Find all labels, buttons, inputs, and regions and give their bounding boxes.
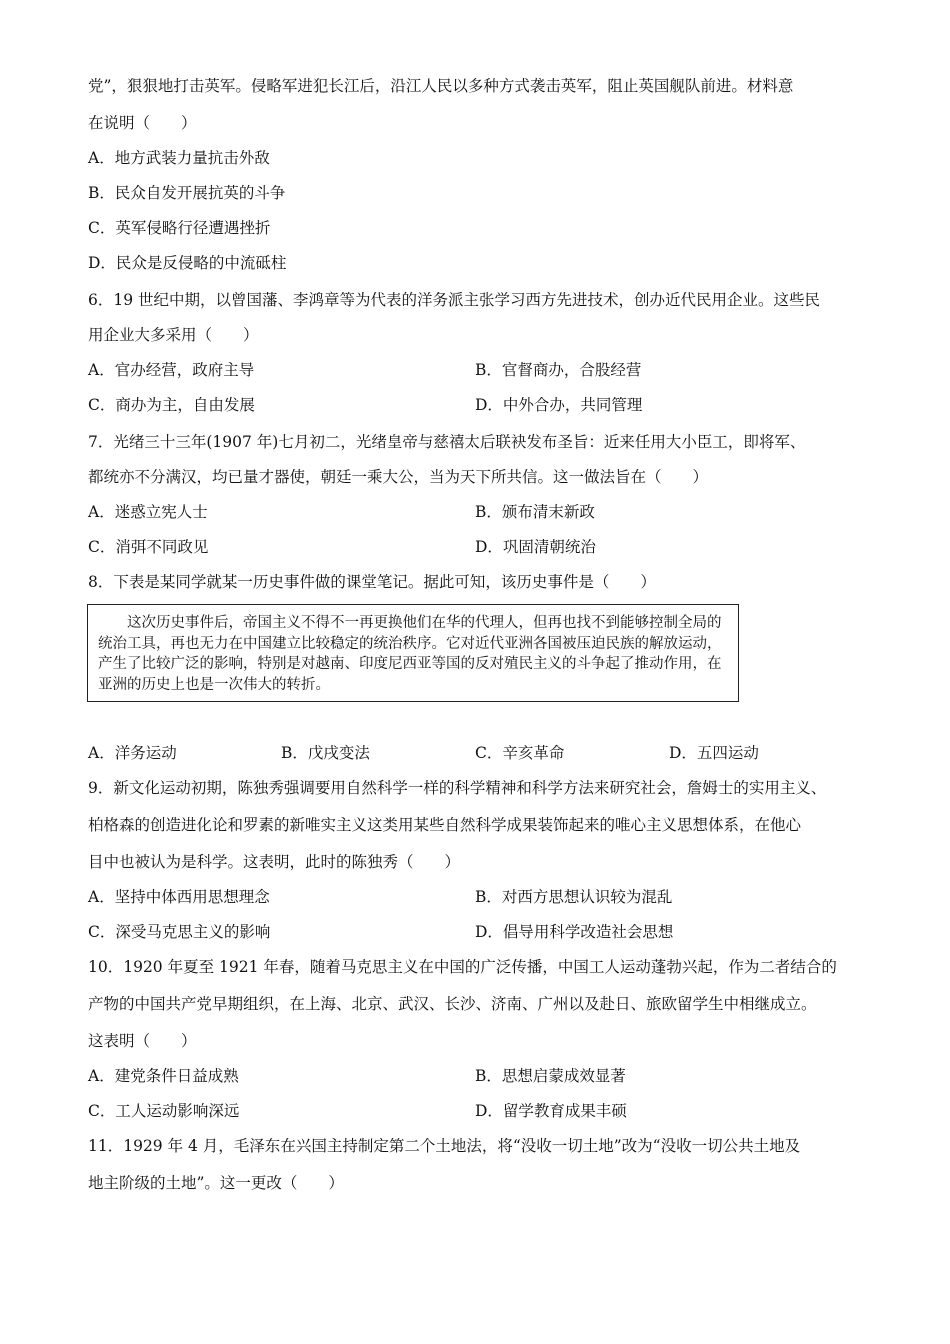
- q6-option-c: C．商办为主，自由发展: [88, 396, 255, 414]
- q10-stem-line3: 这表明（ ）: [88, 1032, 197, 1050]
- q6-option-b: B．官督商办，合股经营: [475, 361, 642, 379]
- q6-option-a: A．官办经营，政府主导: [88, 361, 255, 379]
- q11-stem-line1: 11．1929 年 4 月，毛泽东在兴国主持制定第二个土地法，将“没收一切土地”改为“没收一切公共土地及: [88, 1137, 801, 1155]
- q8-option-d: D．五四运动: [669, 744, 759, 762]
- q6-stem-line1: 6．19 世纪中期，以曾国藩、李鸿章等为代表的洋务派主张学习西方先进技术，创办近代民用企业。这些民: [88, 291, 821, 309]
- q8-option-a: A．洋务运动: [88, 744, 177, 762]
- q9-stem-line1: 9．新文化运动初期，陈独秀强调要用自然科学一样的科学精神和科学方法来研究社会，詹姆士的实用主义、: [88, 779, 827, 797]
- q10-stem-line2: 产物的中国共产党早期组织，在上海、北京、武汉、长沙、济南、广州以及赴日、旅欧留学生中相继成立。: [88, 995, 817, 1013]
- q10-option-a: A．建党条件日益成熟: [88, 1067, 239, 1085]
- q7-option-c: C．消弭不同政见: [88, 538, 209, 556]
- q10-option-d: D．留学教育成果丰硕: [475, 1102, 627, 1120]
- q7-option-b: B．颁布清末新政: [475, 503, 595, 521]
- q8-option-c: C．辛亥革命: [475, 744, 565, 762]
- q9-option-c: C．深受马克思主义的影响: [88, 923, 271, 941]
- q8-stem: 8．下表是某同学就某一历史事件做的课堂笔记。据此可知，该历史事件是（ ）: [88, 573, 656, 591]
- q7-stem-line1: 7．光绪三十三年(1907 年)七月初二，光绪皇帝与慈禧太后联袂发布圣旨：近来任用大小臣工，即将军、: [88, 433, 806, 451]
- q11-stem-line2: 地主阶级的土地”。这一更改（ ）: [88, 1174, 344, 1192]
- q5-option-d: D．民众是反侵略的中流砥柱: [88, 254, 287, 272]
- q5-option-a: A．地方武装力量抗击外敌: [88, 149, 270, 167]
- q5-stem-line2: 在说明（ ）: [88, 114, 197, 132]
- q9-option-a: A．坚持中体西用思想理念: [88, 888, 270, 906]
- q9-option-b: B．对西方思想认识较为混乱: [475, 888, 673, 906]
- q6-stem-line2: 用企业大多采用（ ）: [88, 326, 259, 344]
- q5-option-b: B．民众自发开展抗英的斗争: [88, 184, 286, 202]
- q5-option-c: C．英军侵略行径遭遇挫折: [88, 219, 271, 237]
- q7-option-d: D．巩固清朝统治: [475, 538, 596, 556]
- q10-stem-line1: 10．1920 年夏至 1921 年春，随着马克思主义在中国的广泛传播，中国工人运动蓬勃兴起，作为二者结合的: [88, 958, 837, 976]
- q10-option-b: B．思想启蒙成效显著: [475, 1067, 626, 1085]
- q8-notes-text: 这次历史事件后，帝国主义不得不一再更换他们在华的代理人，但再也找不到能够控制全局的统治工具，再也无力在中国建立比较稳定的统治秩序。它对近代亚洲各国被压迫民族的解放运动，产生了比较广泛的影响，特别是对越南、印度尼西亚等国的反对殖民主义的斗争起了推动作用，在亚洲的历史上也是一次伟大的转折。: [98, 615, 722, 693]
- q7-option-a: A．迷惑立宪人士: [88, 503, 208, 521]
- q9-option-d: D．倡导用科学改造社会思想: [475, 923, 674, 941]
- q6-option-d: D．中外合办，共同管理: [475, 396, 643, 414]
- q9-stem-line2: 柏格森的创造进化论和罗素的新唯实主义这类用某些自然科学成果装饰起来的唯心主义思想体系，在他心: [88, 816, 802, 834]
- q8-notes-box: [87, 604, 739, 702]
- q7-stem-line2: 都统亦不分满汉，均已量才器使，朝廷一乘大公，当为天下所共信。这一做法旨在（ ）: [88, 468, 709, 486]
- q10-option-c: C．工人运动影响深远: [88, 1102, 240, 1120]
- q9-stem-line3: 目中也被认为是科学。这表明，此时的陈独秀（ ）: [88, 853, 461, 871]
- q5-stem-line1: 党”，狠狠地打击英军。侵略军进犯长江后，沿江人民以多种方式袭击英军，阻止英国舰队前进。材料意: [88, 77, 794, 95]
- q8-option-b: B．戊戌变法: [281, 744, 370, 762]
